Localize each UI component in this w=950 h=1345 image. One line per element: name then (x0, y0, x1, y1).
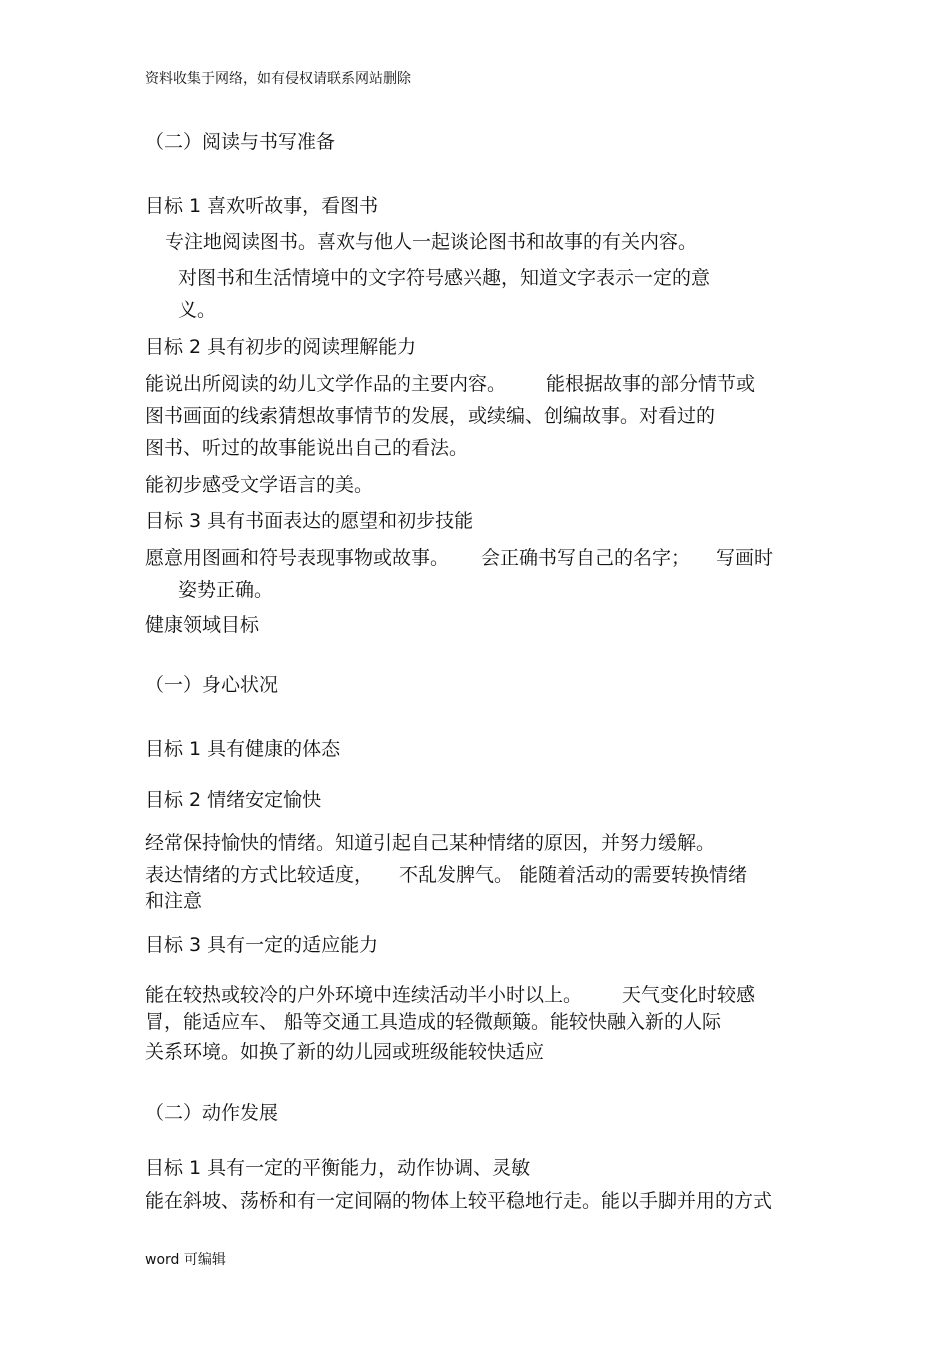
reading-goal3-line1a: 愿意用图画和符号表现事物或故事。 (145, 547, 450, 569)
health-goal2-line2a: 表达情绪的方式比较适度， (145, 864, 374, 886)
reading-goal1-title: 目标 1 喜欢听故事，看图书 (145, 195, 379, 217)
header-note: 资料收集于网络，如有侵权请联系网站删除 (145, 71, 411, 87)
reading-goal2-title: 目标 2 具有初步的阅读理解能力 (145, 336, 417, 358)
reading-goal1-line2: 对图书和生活情境中的文字符号感兴趣，知道文字表示一定的意 (178, 267, 711, 289)
reading-goal1-line1: 专注地阅读图书。喜欢与他人一起谈论图书和故事的有关内容。 (165, 231, 698, 253)
reading-goal1-line3: 义。 (178, 299, 217, 321)
motor-goal1-line1: 能在斜坡、荡桥和有一定间隔的物体上较平稳地行走。能以手脚并用的方式 (145, 1190, 773, 1212)
reading-goal2-line3: 图书、听过的故事能说出自己的看法。 (145, 437, 469, 459)
health-goal2-title: 目标 2 情绪安定愉快 (145, 789, 322, 811)
health-goal2-line2 (145, 863, 747, 887)
reading-goal2-line1 (145, 372, 755, 396)
health-section2-heading: （二）动作发展 (145, 1102, 279, 1124)
health-goal1-title: 目标 1 具有健康的体态 (145, 738, 341, 760)
health-goal2-line2b: 不乱发脾气。 能随着活动的需要转换情绪 (399, 864, 748, 886)
reading-goal3-line1 (145, 546, 773, 570)
health-goal3-title: 目标 3 具有一定的适应能力 (145, 934, 379, 956)
health-section1-heading: （一）身心状况 (145, 674, 279, 696)
reading-goal2-line1b: 能根据故事的部分情节或 (546, 373, 756, 395)
reading-goal3-title: 目标 3 具有书面表达的愿望和初步技能 (145, 510, 474, 532)
reading-goal3-line1b: 会正确书写自己的名字； (481, 547, 691, 569)
health-goal3-line1b: 天气变化时较感 (622, 984, 756, 1006)
health-goal3-line1a: 能在较热或较冷的户外环境中连续活动半小时以上。 (145, 984, 583, 1006)
reading-heading: （二）阅读与书写准备 (145, 131, 336, 153)
reading-goal3-line2: 姿势正确。 (178, 579, 274, 601)
reading-goal2-line1a: 能说出所阅读的幼儿文学作品的主要内容。 (145, 373, 507, 395)
footer-note: word 可编辑 (145, 1252, 226, 1268)
reading-goal3-line1c: 写画时 (716, 547, 774, 569)
health-title: 健康领域目标 (145, 614, 260, 636)
health-goal2-line3: 和注意 (145, 890, 203, 912)
motor-goal1-title: 目标 1 具有一定的平衡能力，动作协调、灵敏 (145, 1157, 531, 1179)
health-goal2-line1: 经常保持愉快的情绪。知道引起自己某种情绪的原因，并努力缓解。 (145, 832, 716, 854)
reading-goal2-line4: 能初步感受文学语言的美。 (145, 474, 374, 496)
health-goal3-line2: 冒，能适应车、 船等交通工具造成的轻微颠簸。能较快融入新的人际 (145, 1011, 722, 1033)
reading-goal2-line2: 图书画面的线索猜想故事情节的发展，或续编、创编故事。对看过的 (145, 405, 716, 427)
health-goal3-line3: 关系环境。如换了新的幼儿园或班级能较快适应 (145, 1041, 545, 1063)
health-goal3-line1 (145, 983, 755, 1007)
